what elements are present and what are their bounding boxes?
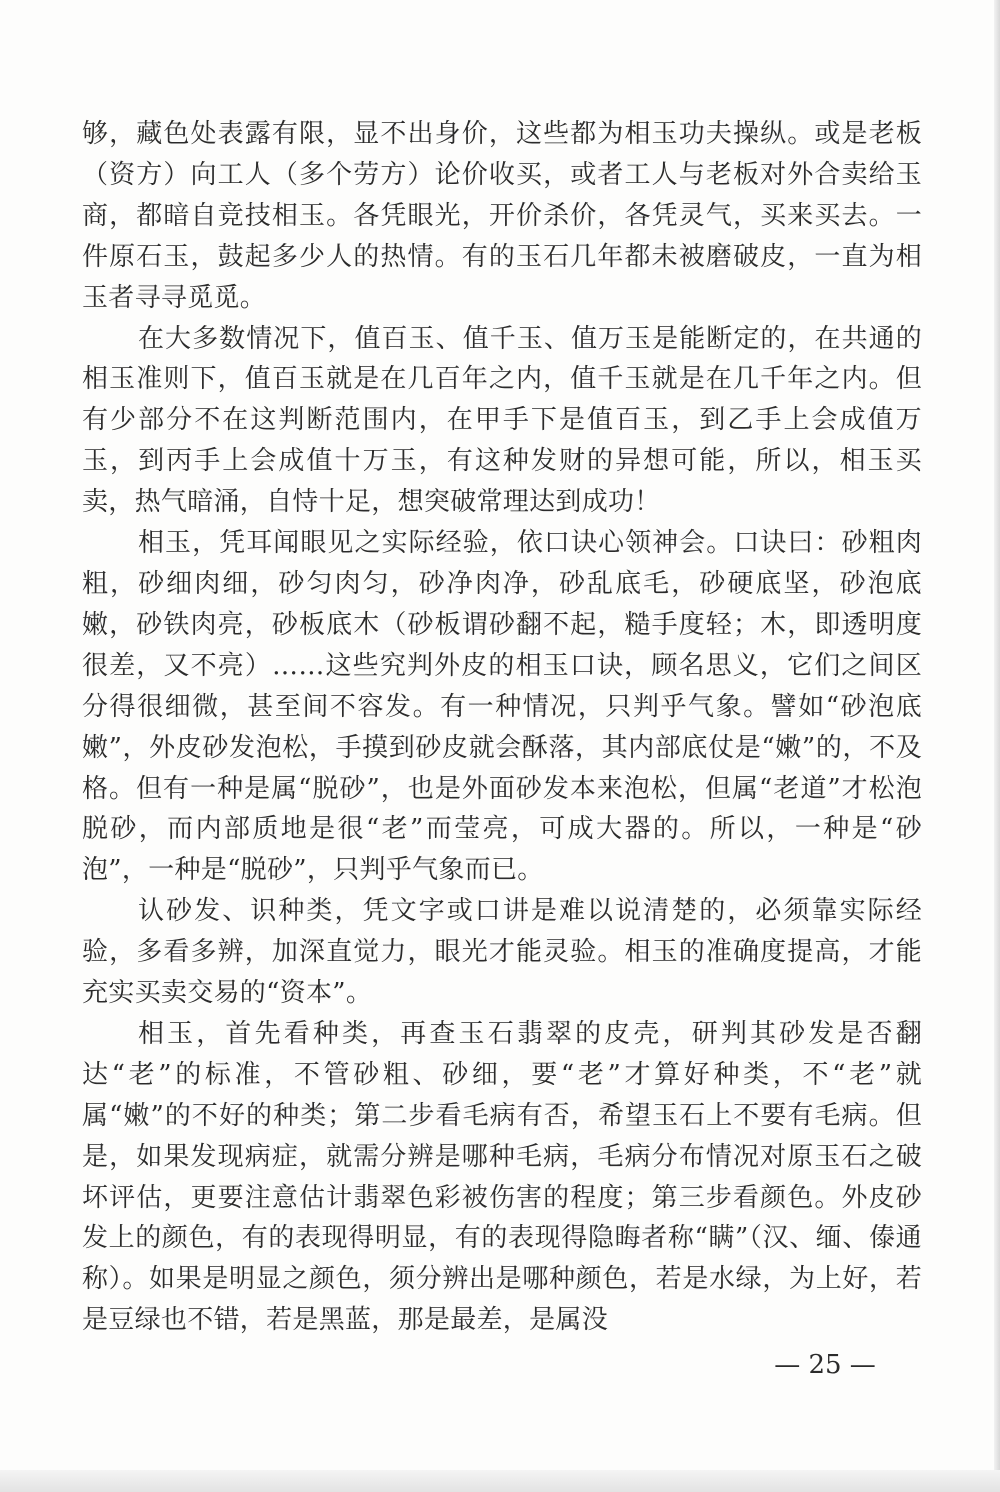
paragraph: 认砂发、识种类，凭文字或口讲是难以说清楚的，必须靠实际经验，多看多辨，加深直觉力，眼光才能灵验。相玉的准确度提高，才能充实买卖交易的“资本”。 <box>82 896 922 1009</box>
paragraph-continued: 够，藏色处表露有限，显不出身价，这些都为相玉功夫操纵。或是老板（资方）向工人（多个劳方）论价收买，或者工人与老板对外合卖给玉商，都暗自竞技相玉。各凭眼光，开价杀价，各凭灵气，买来买去。一件原石玉，鼓起多少人的热情。有的玉石几年都未被磨破皮，一直为相玉者寻寻觅觅。 <box>82 119 922 313</box>
paragraph: 相玉，凭耳闻眼见之实际经验，依口诀心领神会。口诀曰：砂粗肉粗，砂细肉细，砂匀肉匀，砂净肉净，砂乱底毛，砂硬底坚，砂泡底嫩，砂铁肉亮，砂板底木（砂板谓砂翻不起，糙手度轻；木，即透明度很差，又不亮）……这些究判外皮的相玉口诀，顾名思义，它们之间区分得很细微，甚至间不容发。有一种情况，只判乎气象。譬如“砂泡底嫩”，外皮砂发泡松，手摸到砂皮就会酥落，其内部底仗是“嫩”的，不及格。但有一种是属“脱砂”，也是外面砂发本来泡松，但属“老道”才松泡脱砂，而内部质地是很“老”而莹亮，可成大器的。所以，一种是“砂泡”，一种是“脱砂”，只判乎气象而已。 <box>82 528 922 886</box>
paragraph: 相玉，首先看种类，再查玉石翡翠的皮壳，研判其砂发是否翻达“老”的标准，不管砂粗、砂细，要“老”才算好种类，不“老”就属“嫩”的不好的种类；第二步看毛病有否，希望玉石上不要有毛病。但是，如果发现病症，就需分辨是哪种毛病，毛病分布情况对原玉石之破坏评估，更要注意估计翡翠色彩被伤害的程度；第三步看颜色。外皮砂发上的颜色，有的表现得明显，有的表现得隐晦者称“瞒”（汉、缅、傣通称）。如果是明显之颜色，须分辨出是哪种颜色，若是水绿，为上好，若是豆绿也不错，若是黑蓝，那是最差，是属没 <box>82 1018 922 1336</box>
page-bottom-edge <box>0 1470 1000 1492</box>
page-number: — 25 — <box>774 1350 876 1380</box>
body-text <box>82 114 922 1341</box>
paragraph: 在大多数情况下，值百玉、值千玉、值万玉是能断定的，在共通的相玉准则下，值百玉就是在几百年之内，值千玉就是在几千年之内。但有少部分不在这判断范围内，在甲手下是值百玉，到乙手上会成值万玉，到丙手上会成值十万玉，有这种发财的异想可能，所以，相玉买卖，热气暗涌，自恃十足，想突破常理达到成功！ <box>82 323 922 518</box>
page-right-edge <box>994 0 1000 1492</box>
